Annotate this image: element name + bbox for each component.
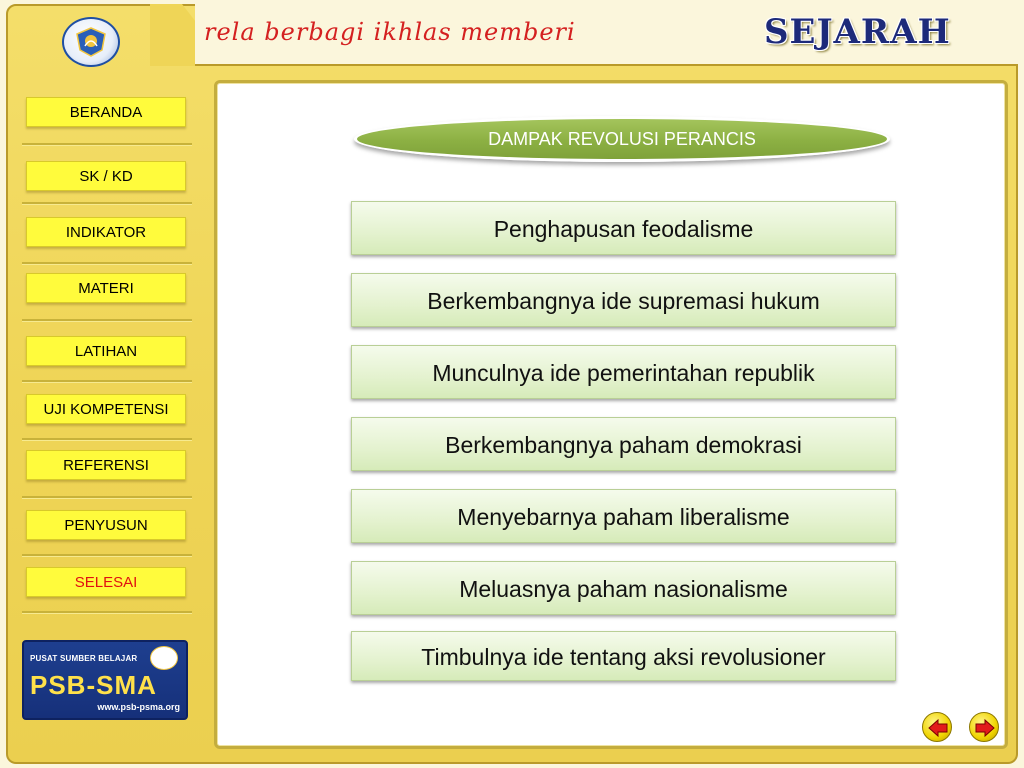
tut-wuri-handayani-logo [62, 17, 120, 67]
subject-title: SEJARAH [764, 12, 951, 52]
impact-point: Meluasnya paham nasionalisme [351, 561, 896, 615]
nav-divider [22, 262, 192, 264]
impact-point: Munculnya ide pemerintahan republik [351, 345, 896, 399]
nav-divider [22, 202, 192, 204]
impact-point: Menyebarnya paham liberalisme [351, 489, 896, 543]
psb-logo-url: www.psb-psma.org [97, 702, 180, 712]
tagline: rela berbagi ikhlas memberi [204, 18, 576, 46]
nav-indikator-button[interactable]: INDIKATOR [26, 217, 186, 247]
nav-sk-kd-button[interactable]: SK / KD [26, 161, 186, 191]
nav-divider [22, 554, 192, 556]
impact-point: Penghapusan feodalisme [351, 201, 896, 255]
psb-sma-logo [22, 640, 188, 720]
nav-divider [22, 319, 192, 321]
arrow-left-icon [927, 718, 949, 738]
psma-emblem-icon [150, 646, 178, 670]
impact-point: Berkembangnya ide supremasi hukum [351, 273, 896, 327]
nav-divider [22, 611, 192, 613]
nav-divider [22, 380, 192, 382]
nav-divider [22, 438, 192, 440]
slide-heading: DAMPAK REVOLUSI PERANCIS [354, 116, 890, 162]
nav-beranda-button[interactable]: BERANDA [26, 97, 186, 127]
prev-slide-button[interactable] [922, 712, 952, 742]
nav-selesai-button[interactable]: SELESAI [26, 567, 186, 597]
nav-uji-kompetensi-button[interactable]: UJI KOMPETENSI [26, 394, 186, 424]
nav-penyusun-button[interactable]: PENYUSUN [26, 510, 186, 540]
nav-latihan-button[interactable]: LATIHAN [26, 336, 186, 366]
nav-materi-button[interactable]: MATERI [26, 273, 186, 303]
arrow-right-icon [974, 718, 996, 738]
impact-point: Timbulnya ide tentang aksi revolusioner [351, 631, 896, 681]
nav-referensi-button[interactable]: REFERENSI [26, 450, 186, 480]
psb-logo-wordmark: PSB-SMA [30, 670, 157, 700]
next-slide-button[interactable] [969, 712, 999, 742]
nav-divider [22, 496, 192, 498]
impact-point: Berkembangnya paham demokrasi [351, 417, 896, 471]
nav-divider [22, 143, 192, 145]
psb-logo-caption: PUSAT SUMBER BELAJAR [30, 654, 138, 663]
emblem-icon [73, 26, 109, 58]
